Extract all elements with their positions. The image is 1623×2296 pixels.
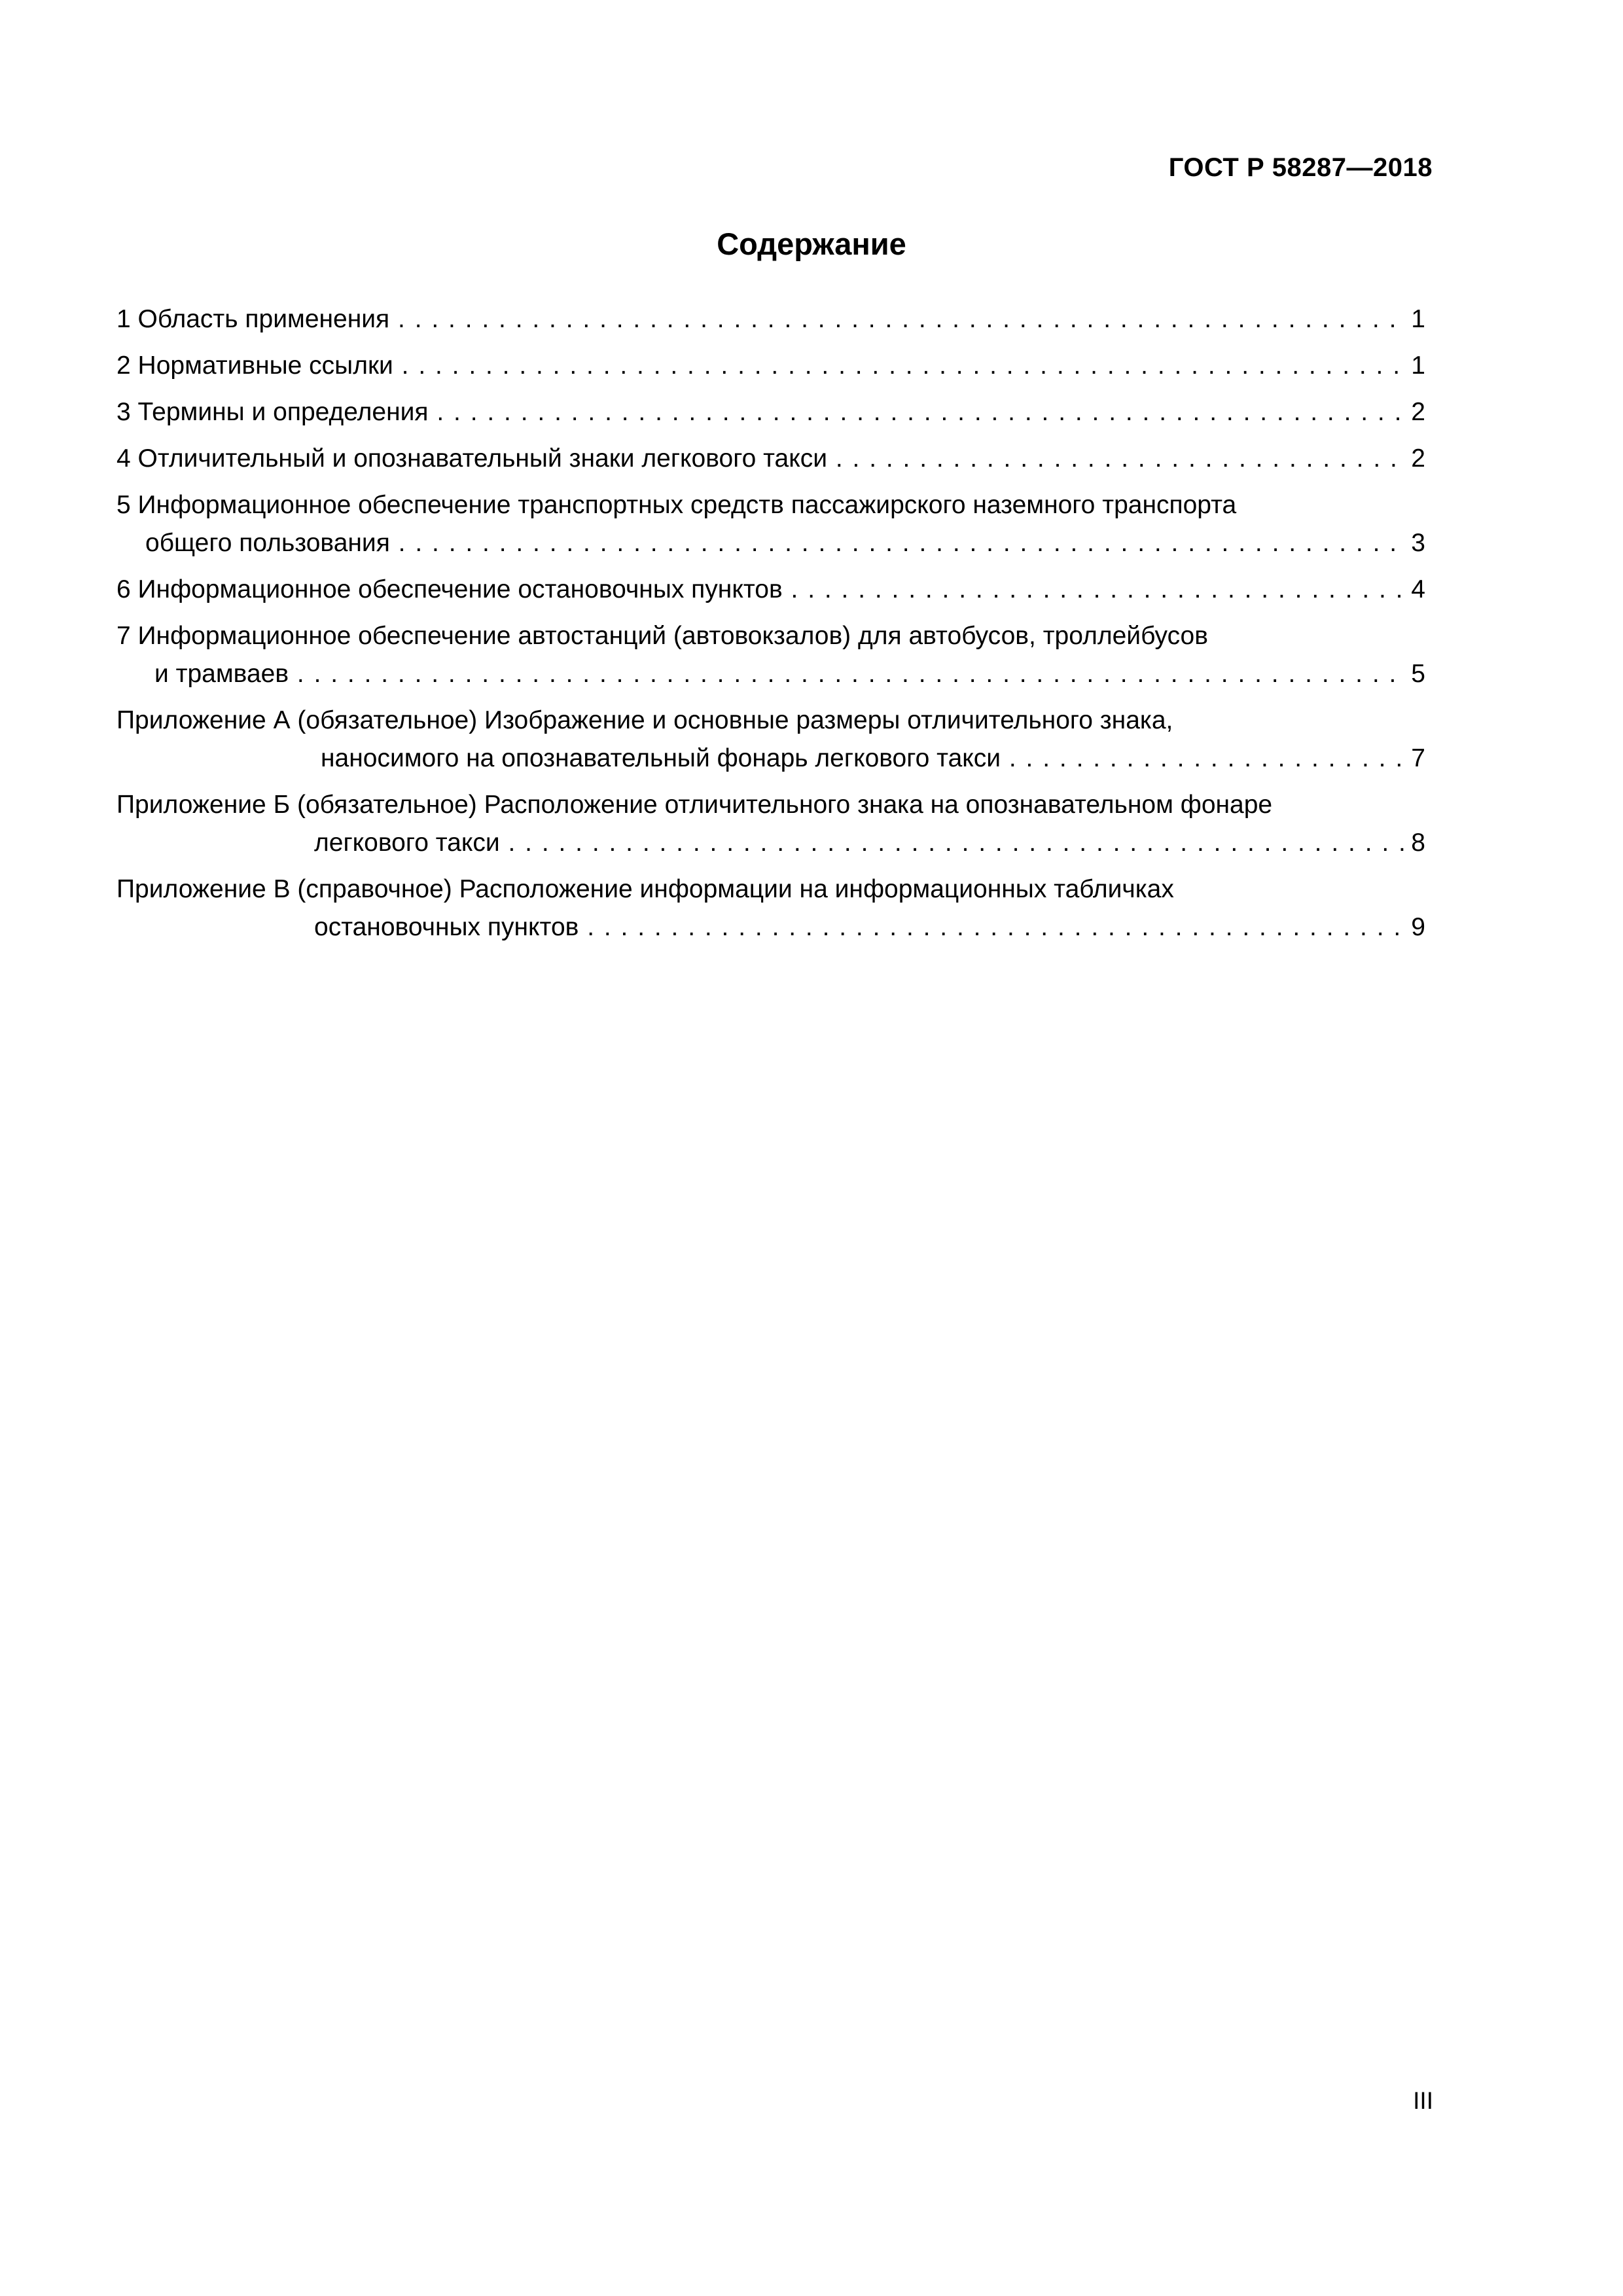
toc-line <box>116 393 1425 431</box>
toc-entry-annex-c[interactable] <box>116 870 1425 946</box>
toc-page-ref: 2 <box>1407 440 1425 478</box>
toc-entry-title: 1 Область применения . . . <box>116 300 1425 338</box>
toc-page-ref: 1 <box>1407 300 1425 338</box>
page-number: III <box>1413 2087 1433 2114</box>
toc-entry-5[interactable] <box>116 486 1425 562</box>
toc-line <box>116 870 1425 908</box>
toc-entry-1[interactable] <box>116 300 1425 338</box>
toc-line <box>116 486 1425 524</box>
toc-line <box>116 824 1425 862</box>
toc-line <box>116 524 1425 562</box>
toc-line <box>116 347 1425 385</box>
toc-line <box>116 740 1425 778</box>
toc-title: Содержание <box>717 226 906 261</box>
toc-line <box>116 571 1425 609</box>
toc-entry-title: Приложение В (справочное) Расположение информации на информационных табличках <box>116 875 1174 903</box>
toc-page-ref: 5 <box>1407 655 1425 693</box>
toc-entry-title-continued: остановочных пунктов . . . <box>116 908 1425 946</box>
toc-entry-title: 7 Информационное обеспечение автостанций (автовокзалов) для автобусов, троллейбусов <box>116 622 1208 650</box>
table-of-contents <box>116 300 1425 955</box>
toc-line <box>116 440 1425 478</box>
toc-line <box>116 617 1425 655</box>
toc-entry-3[interactable] <box>116 393 1425 431</box>
toc-entry-2[interactable] <box>116 347 1425 385</box>
toc-entry-title-continued: и трамваев . . . <box>116 655 1425 693</box>
toc-entry-6[interactable] <box>116 571 1425 609</box>
toc-page-ref: 9 <box>1407 908 1425 946</box>
toc-page-ref: 1 <box>1407 347 1425 385</box>
toc-entry-title: Приложение Б (обязательное) Расположение отличительного знака на опознавательном фонаре <box>116 791 1273 819</box>
toc-page-ref: 3 <box>1407 524 1425 562</box>
toc-page-ref: 2 <box>1407 393 1425 431</box>
toc-line <box>116 786 1425 824</box>
toc-page-ref: 4 <box>1407 571 1425 609</box>
toc-line <box>116 908 1425 946</box>
toc-entry-title-continued: легкового такси . . . <box>116 824 1425 862</box>
toc-entry-title-continued: наносимого на опознавательный фонарь легкового такси . . . <box>116 740 1425 778</box>
toc-entry-title-continued: общего пользования . . . <box>116 524 1425 562</box>
toc-page-ref: 7 <box>1407 740 1425 778</box>
toc-line <box>116 702 1425 740</box>
toc-entry-title: 3 Термины и определения . . . <box>116 393 1425 431</box>
toc-entry-title: 2 Нормативные ссылки . . . <box>116 347 1425 385</box>
toc-entry-annex-a[interactable] <box>116 702 1425 778</box>
toc-entry-title: 5 Информационное обеспечение транспортных средств пассажирского наземного транспорта <box>116 491 1237 519</box>
document-code: ГОСТ Р 58287—2018 <box>1168 153 1433 182</box>
toc-line <box>116 655 1425 693</box>
toc-entry-title: 4 Отличительный и опознавательный знаки легкового такси . . . <box>116 440 1425 478</box>
toc-entry-title: 6 Информационное обеспечение остановочных пунктов . . . <box>116 571 1425 609</box>
toc-entry-title: Приложение А (обязательное) Изображение и основные размеры отличительного знака, <box>116 706 1173 734</box>
toc-entry-annex-b[interactable] <box>116 786 1425 862</box>
toc-entry-7[interactable] <box>116 617 1425 693</box>
toc-line <box>116 300 1425 338</box>
toc-entry-4[interactable] <box>116 440 1425 478</box>
toc-page-ref: 8 <box>1407 824 1425 862</box>
